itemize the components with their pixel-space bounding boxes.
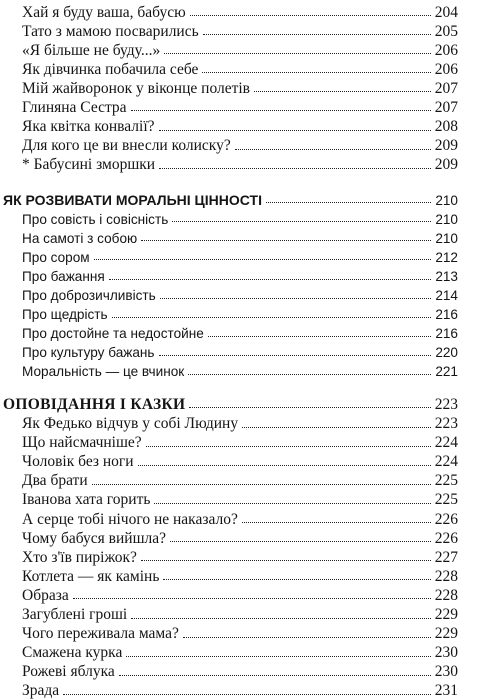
dot-leader <box>131 618 431 619</box>
toc-entry <box>22 359 458 379</box>
toc-entry-page: 213 <box>435 268 458 284</box>
toc-entry-page: 207 <box>434 79 458 97</box>
toc-entry-title: А серце тобі нічого не наказало? <box>22 510 238 528</box>
toc-entry-page: 226 <box>434 529 458 547</box>
toc-entry-page: 209 <box>434 156 458 174</box>
toc-entry <box>22 283 458 303</box>
toc-entry-page: 216 <box>435 307 458 323</box>
toc-entry-title: Хай я буду ваша, бабусю <box>22 3 186 21</box>
dot-leader <box>146 446 431 447</box>
toc-entry <box>22 431 458 451</box>
toc-entry-page: 229 <box>434 625 458 643</box>
section-heading-page: 210 <box>435 192 458 208</box>
toc-entry-title: «Я більше не буду...» <box>22 41 161 59</box>
toc-entry-title: Іванова хата горить <box>22 491 151 509</box>
toc-entry-title: Глиняна Сестра <box>22 98 127 116</box>
toc-entry-title: Що найсмачніше? <box>22 434 142 452</box>
toc-entry-page: 209 <box>434 137 458 155</box>
toc-entry <box>22 583 458 603</box>
dot-leader <box>203 34 431 35</box>
toc-entry <box>22 340 458 360</box>
toc-entry-title: Про сором <box>22 249 90 265</box>
toc-entry-title: Чого переживала мама? <box>22 625 179 643</box>
toc-entry-title: * Бабусині зморшки <box>22 156 156 174</box>
dot-leader <box>131 110 431 111</box>
toc-entry-page: 225 <box>434 491 458 509</box>
dot-leader <box>189 407 430 408</box>
toc-entry <box>22 225 458 245</box>
toc-entry-page: 230 <box>434 644 458 662</box>
toc-entry-page: 227 <box>434 548 458 566</box>
dot-leader <box>141 240 431 241</box>
toc-entry-page: 210 <box>435 230 458 246</box>
toc-entry-page: 224 <box>434 453 458 471</box>
toc-entry-title: Мій жайворонок у віконце полетів <box>22 79 250 97</box>
toc-entry-title: Хто з'їв пиріжок? <box>22 548 137 566</box>
toc-entry <box>22 115 458 135</box>
toc-entry <box>22 488 458 508</box>
toc-entry-title: Для кого це ви внесли колиску? <box>22 137 231 155</box>
toc-entry-title: Про доброзичливість <box>22 288 156 304</box>
toc-entry-title: Чому бабуся вийшла? <box>22 529 166 547</box>
toc-entry-title: Тато з мамою посварились <box>22 22 199 40</box>
toc-entry-page: 223 <box>434 415 458 433</box>
toc-entry <box>22 450 458 470</box>
dot-leader <box>63 694 431 695</box>
toc-entry <box>22 545 458 565</box>
dot-leader <box>92 484 431 485</box>
toc-entry-title: Як Федько відчув у собі Людину <box>22 415 239 433</box>
toc-entry <box>22 244 458 264</box>
toc-entry-title: Зрада <box>22 682 60 700</box>
toc-entry <box>22 38 458 58</box>
toc-entry-page: 208 <box>434 118 458 136</box>
toc-entry <box>22 321 458 341</box>
toc-entry <box>22 526 458 546</box>
dot-leader <box>141 560 431 561</box>
dot-leader <box>109 279 432 280</box>
toc-entry <box>22 412 458 432</box>
toc-entry-page: 230 <box>434 663 458 681</box>
toc-entry-title: Яка квітка конвалії? <box>22 118 155 136</box>
dot-leader <box>172 221 431 222</box>
dot-leader <box>164 53 431 54</box>
toc-entry-page: 207 <box>434 98 458 116</box>
dot-leader <box>138 465 431 466</box>
toc-entry-title: Про бажання <box>22 268 105 284</box>
toc-entry <box>22 679 458 699</box>
toc-entry-title: Про щедрість <box>22 307 108 323</box>
dot-leader <box>242 522 431 523</box>
dot-leader <box>73 598 431 599</box>
dot-leader <box>160 298 432 299</box>
toc-entry-title: Як дівчинка побачила себе <box>22 60 199 78</box>
toc-entry-title: Чоловік без ноги <box>22 453 134 471</box>
toc-entry <box>22 95 458 115</box>
toc-entry-page: 228 <box>434 567 458 585</box>
toc-entry-title: На самоті з собою <box>22 230 138 246</box>
toc-entry-title: Про достойне та недостойне <box>22 326 204 342</box>
dot-leader <box>94 259 432 260</box>
toc-entry <box>22 153 458 173</box>
toc-entry <box>22 302 458 322</box>
dot-leader <box>202 72 430 73</box>
toc-entry-page: 226 <box>434 510 458 528</box>
toc-entry <box>22 641 458 661</box>
toc-entry-title: Рожеві яблука <box>22 663 115 681</box>
dot-leader <box>183 637 431 638</box>
dot-leader <box>208 336 432 337</box>
dot-leader <box>159 168 431 169</box>
dot-leader <box>242 427 431 428</box>
toc-entry-title: Про совість і совісність <box>22 211 169 227</box>
toc-entry <box>22 564 458 584</box>
dot-leader <box>266 202 431 203</box>
dot-leader <box>159 355 432 356</box>
toc-section-heading <box>3 392 458 412</box>
toc-entry <box>22 19 458 39</box>
dot-leader <box>119 675 431 676</box>
dot-leader <box>154 503 430 504</box>
toc-entry-page: 212 <box>435 249 458 265</box>
toc-entry-page: 220 <box>435 345 458 361</box>
toc-entry <box>22 0 458 20</box>
section-heading-page: 223 <box>434 395 458 413</box>
toc-entry-title: Про культуру бажань <box>22 345 155 361</box>
toc-entry-page: 231 <box>434 682 458 700</box>
section-heading-title: ЯК РОЗВИВАТИ МОРАЛЬНІ ЦІННОСТІ <box>3 192 262 209</box>
toc-entry <box>22 603 458 623</box>
dot-leader <box>163 579 430 580</box>
toc-entry <box>22 622 458 642</box>
toc-entry-page: 216 <box>435 326 458 342</box>
toc-entry-page: 206 <box>434 60 458 78</box>
dot-leader <box>159 130 431 131</box>
toc-entry-page: 221 <box>435 364 458 380</box>
dot-leader <box>188 374 431 375</box>
toc-entry-page: 204 <box>434 3 458 21</box>
toc-entry-title: Смажена курка <box>22 644 123 662</box>
toc-entry-page: 214 <box>435 288 458 304</box>
toc-entry-page: 225 <box>434 472 458 490</box>
dot-leader <box>112 317 432 318</box>
dot-leader <box>235 149 431 150</box>
dot-leader <box>254 91 431 92</box>
section-heading-title: ОПОВІДАННЯ І КАЗКИ <box>3 395 186 413</box>
dot-leader <box>126 656 430 657</box>
toc-entry <box>22 206 458 226</box>
toc-entry <box>22 264 458 284</box>
toc-entry-title: Образа <box>22 586 69 604</box>
toc-entry-page: 205 <box>434 22 458 40</box>
toc-entry <box>22 134 458 154</box>
toc-entry-title: Моральність — це вчинок <box>22 364 185 380</box>
toc-entry-page: 228 <box>434 586 458 604</box>
toc-entry <box>22 507 458 527</box>
toc-entry <box>22 57 458 77</box>
toc-entry-title: Загублені гроші <box>22 606 128 623</box>
toc-entry-page: 224 <box>434 434 458 452</box>
dot-leader <box>190 15 431 16</box>
toc-entry-page: 210 <box>435 211 458 227</box>
dot-leader <box>170 541 431 542</box>
toc-entry <box>22 469 458 489</box>
toc-entry-title: Два брати <box>22 472 88 490</box>
toc-entry <box>22 660 458 680</box>
toc-entry-page: 229 <box>434 606 458 623</box>
toc-section-heading <box>3 187 458 207</box>
toc-entry-page: 206 <box>434 41 458 59</box>
toc-entry-title: Котлета — як камінь <box>22 567 160 585</box>
toc-entry <box>22 76 458 96</box>
